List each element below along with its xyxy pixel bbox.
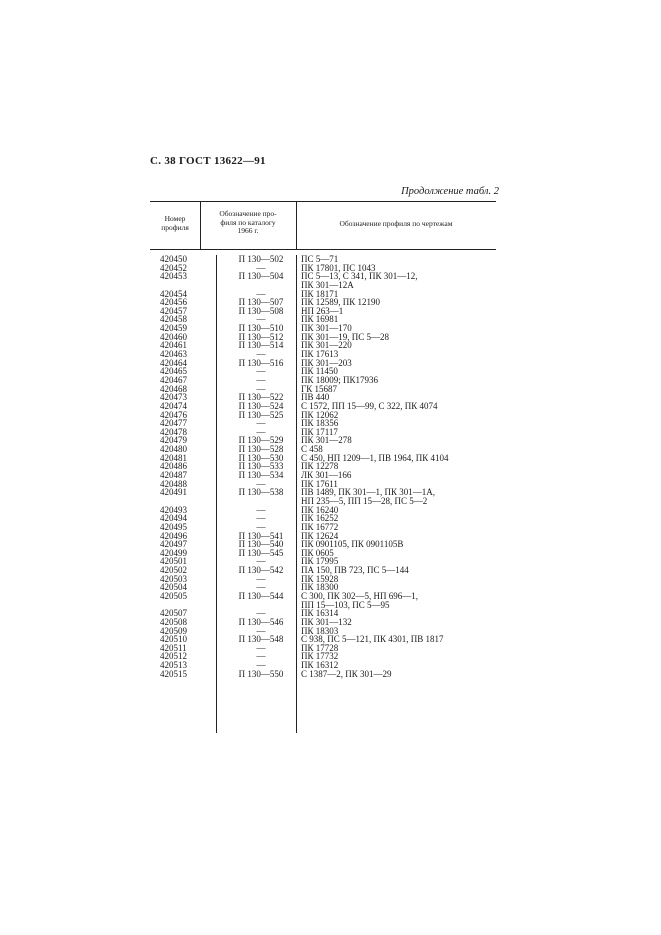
drawing-designation-cell: ЛК 301—166: [301, 470, 352, 481]
drawing-designation-cell: ПК 301—12А: [301, 279, 354, 290]
drawing-designation-cell: ПК 17732: [301, 651, 339, 662]
catalog-designation-cell: —: [256, 651, 266, 662]
drawing-designation-cell: ПК 301—19, ПС 5—28: [301, 331, 390, 342]
catalog-designation-cell: П 130—538: [238, 487, 284, 498]
profile-number-cell: 420460: [160, 331, 187, 342]
drawing-designation-cell: ПК 301—170: [301, 323, 352, 334]
catalog-designation-cell: —: [256, 625, 266, 636]
drawing-designation-cell: ПК 18171: [301, 288, 339, 299]
catalog-designation-cell: П 130—502: [238, 254, 284, 264]
drawing-designation-cell: ПС 5—13, С 341, ПК 301—12,: [301, 271, 418, 282]
drawing-designation-cell: НП 235—5, ПП 15—28, ПС 5—2: [301, 495, 428, 506]
catalog-designation-cell: П 130—533: [238, 461, 284, 472]
column-header-drawings: Обозначение профиля по чертежам: [339, 219, 453, 228]
profile-number-cell: 420477: [160, 418, 187, 429]
table-header-rule: [150, 249, 496, 250]
column-header-profile-no: Номер профиля: [161, 214, 189, 232]
table-continuation-label: Продолжение табл. 2: [401, 186, 499, 197]
catalog-designation-cell: П 130—542: [238, 565, 284, 576]
profile-number-cell: 420453: [160, 271, 187, 282]
profile-number-cell: 420503: [160, 573, 187, 584]
table-top-rule: [150, 201, 496, 202]
catalog-designation-cell: —: [256, 426, 266, 437]
drawing-designation-cell: ПК 17611: [301, 478, 338, 489]
column-divider-2: [296, 201, 297, 249]
catalog-designation-cell: —: [256, 374, 266, 385]
profile-number-cell: 420491: [160, 487, 187, 498]
drawing-designation-cell: ПК 11450: [301, 366, 338, 377]
drawing-designation-cell: ГК 15687: [301, 383, 337, 394]
drawing-designation-cell: С 938, ПС 5—121, ПК 4301, ПВ 1817: [301, 634, 444, 645]
profile-number-cell: 420507: [160, 608, 187, 619]
profile-number-cell: 420494: [160, 513, 187, 524]
table-row: [150, 670, 500, 679]
catalog-designation-cell: —: [256, 288, 266, 299]
catalog-designation-cell: П 130—514: [238, 340, 284, 351]
drawing-designation-cell: ПК 0901105, ПК 0901105В: [301, 539, 404, 550]
profile-number-cell: 420467: [160, 374, 187, 385]
drawing-designation-cell: НП 263—1: [301, 305, 344, 316]
catalog-designation-cell: П 130—504: [238, 271, 284, 282]
profile-number-cell: 420515: [160, 668, 187, 679]
profile-number-cell: 420478: [160, 426, 187, 437]
catalog-designation-cell: —: [256, 521, 266, 532]
profile-number-cell: 420454: [160, 288, 187, 299]
catalog-designation-cell: П 130—548: [238, 634, 284, 645]
drawing-designation-cell: ПК 12589, ПК 12190: [301, 297, 381, 308]
catalog-designation-cell: —: [256, 608, 266, 619]
profile-number-cell: 420486: [160, 461, 187, 472]
catalog-designation-cell: —: [256, 366, 266, 377]
catalog-designation-cell: П 130—544: [238, 590, 284, 601]
drawing-designation-cell: ПК 18009; ПК17936: [301, 374, 379, 385]
drawing-designation-cell: ПК 0605: [301, 547, 334, 558]
profile-number-cell: 420468: [160, 383, 187, 394]
catalog-designation-cell: П 130—525: [238, 409, 284, 420]
drawing-designation-cell: ПК 16314: [301, 608, 339, 619]
drawing-designation-cell: С 1387—2, ПК 301—29: [301, 668, 392, 679]
catalog-designation-cell: П 130—512: [238, 331, 284, 342]
profile-number-cell: 420459: [160, 323, 187, 334]
profile-number-cell: 420452: [160, 262, 187, 273]
profile-number-cell: 420513: [160, 660, 187, 671]
profile-number-cell: 420476: [160, 409, 187, 420]
catalog-designation-cell: П 130—546: [238, 616, 284, 627]
drawing-designation-cell: ПК 17728: [301, 642, 339, 653]
column-header-catalog: Обозначение про- филя по каталогу 1966 г.: [219, 209, 277, 235]
drawing-designation-cell: С 1572, ПП 15—99, С 322, ПК 4074: [301, 400, 438, 411]
catalog-designation-cell: П 130—522: [238, 392, 284, 403]
profile-number-cell: 420496: [160, 530, 187, 541]
catalog-designation-cell: П 130—528: [238, 444, 284, 455]
profile-number-cell: 420511: [160, 642, 187, 653]
drawing-designation-cell: ПК 18300: [301, 582, 339, 593]
drawing-designation-cell: ПК 301—203: [301, 357, 352, 368]
drawing-designation-cell: ПК 16240: [301, 504, 339, 515]
profile-number-cell: 420480: [160, 444, 187, 455]
profile-number-cell: 420509: [160, 625, 187, 636]
profile-number-cell: 420474: [160, 400, 187, 411]
catalog-designation-cell: П 130—508: [238, 305, 284, 316]
catalog-designation-cell: —: [256, 582, 266, 593]
drawing-designation-cell: ПП 15—103, ПС 5—95: [301, 599, 390, 610]
profile-number-cell: 420461: [160, 340, 187, 351]
profile-number-cell: 420512: [160, 651, 187, 662]
profile-number-cell: 420458: [160, 314, 187, 325]
catalog-designation-cell: —: [256, 262, 266, 273]
drawing-designation-cell: ПК 17995: [301, 556, 339, 567]
catalog-designation-cell: П 130—507: [238, 297, 284, 308]
profile-number-cell: 420487: [160, 470, 187, 481]
column-divider-1: [200, 201, 201, 249]
drawing-designation-cell: ПК 17613: [301, 349, 339, 360]
catalog-designation-cell: П 130—516: [238, 357, 284, 368]
profile-number-cell: 420463: [160, 349, 187, 360]
catalog-designation-cell: П 130—541: [238, 530, 284, 541]
profile-number-cell: 420501: [160, 556, 187, 567]
drawing-designation-cell: ПК 16772: [301, 521, 339, 532]
profile-number-cell: 420464: [160, 357, 187, 368]
profile-number-cell: 420502: [160, 565, 187, 576]
profile-number-cell: 420499: [160, 547, 187, 558]
profile-number-cell: 420493: [160, 504, 187, 515]
profile-number-cell: 420495: [160, 521, 187, 532]
profile-number-cell: 420505: [160, 590, 187, 601]
profile-number-cell: 420481: [160, 452, 187, 463]
drawing-designation-cell: ПК 16312: [301, 660, 339, 671]
catalog-designation-cell: —: [256, 642, 266, 653]
drawing-designation-cell: ПК 301—220: [301, 340, 352, 351]
catalog-designation-cell: П 130—529: [238, 435, 284, 446]
profile-number-cell: 420497: [160, 539, 187, 550]
catalog-designation-cell: П 130—524: [238, 400, 284, 411]
drawing-designation-cell: С 300, ПК 302—5, НП 696—1,: [301, 590, 419, 601]
drawing-designation-cell: ПК 16981: [301, 314, 339, 325]
catalog-designation-cell: —: [256, 383, 266, 394]
drawing-designation-cell: ПК 12278: [301, 461, 339, 472]
drawing-designation-cell: С 458: [301, 444, 323, 455]
drawing-designation-cell: ПВ 1489, ПК 301—1, ПК 301—1А,: [301, 487, 436, 498]
catalog-designation-cell: П 130—550: [238, 668, 284, 679]
catalog-designation-cell: —: [256, 478, 266, 489]
profile-number-cell: 420456: [160, 297, 187, 308]
drawing-designation-cell: ПК 18356: [301, 418, 339, 429]
drawing-designation-cell: ПС 5—71: [301, 254, 339, 264]
drawing-designation-cell: ПК 17801, ПС 1043: [301, 262, 376, 273]
drawing-designation-cell: ПК 17117: [301, 426, 338, 437]
table-body: [150, 255, 500, 678]
catalog-designation-cell: —: [256, 504, 266, 515]
profile-number-cell: 420473: [160, 392, 187, 403]
profile-number-cell: 420479: [160, 435, 187, 446]
profile-number-cell: 420510: [160, 634, 187, 645]
page-header: С. 38 ГОСТ 13622—91: [150, 155, 266, 167]
profile-number-cell: 420457: [160, 305, 187, 316]
catalog-designation-cell: —: [256, 513, 266, 524]
drawing-designation-cell: ПК 12062: [301, 409, 339, 420]
catalog-designation-cell: —: [256, 660, 266, 671]
catalog-designation-cell: —: [256, 349, 266, 360]
profile-number-cell: 420508: [160, 616, 187, 627]
catalog-designation-cell: —: [256, 573, 266, 584]
catalog-designation-cell: П 130—545: [238, 547, 284, 558]
drawing-designation-cell: ПК 18303: [301, 625, 339, 636]
catalog-designation-cell: П 130—530: [238, 452, 284, 463]
drawing-designation-cell: ПК 15928: [301, 573, 339, 584]
drawing-designation-cell: ПВ 440: [301, 392, 330, 403]
profile-number-cell: 420465: [160, 366, 187, 377]
drawing-designation-cell: ПК 301—132: [301, 616, 352, 627]
catalog-designation-cell: П 130—510: [238, 323, 284, 334]
catalog-designation-cell: П 130—534: [238, 470, 284, 481]
drawing-designation-cell: ПК 16252: [301, 513, 339, 524]
drawing-designation-cell: ПК 301—278: [301, 435, 352, 446]
profile-number-cell: 420504: [160, 582, 187, 593]
table-row: [150, 436, 500, 445]
profile-number-cell: 420488: [160, 478, 187, 489]
drawing-designation-cell: ПК 12624: [301, 530, 339, 541]
catalog-designation-cell: —: [256, 556, 266, 567]
catalog-designation-cell: П 130—540: [238, 539, 284, 550]
catalog-designation-cell: —: [256, 418, 266, 429]
catalog-designation-cell: —: [256, 314, 266, 325]
profile-number-cell: 420450: [160, 254, 187, 264]
drawing-designation-cell: С 450, НП 1209—1, ПВ 1964, ПК 4104: [301, 452, 449, 463]
drawing-designation-cell: ПА 150, ПВ 723, ПС 5—144: [301, 565, 409, 576]
